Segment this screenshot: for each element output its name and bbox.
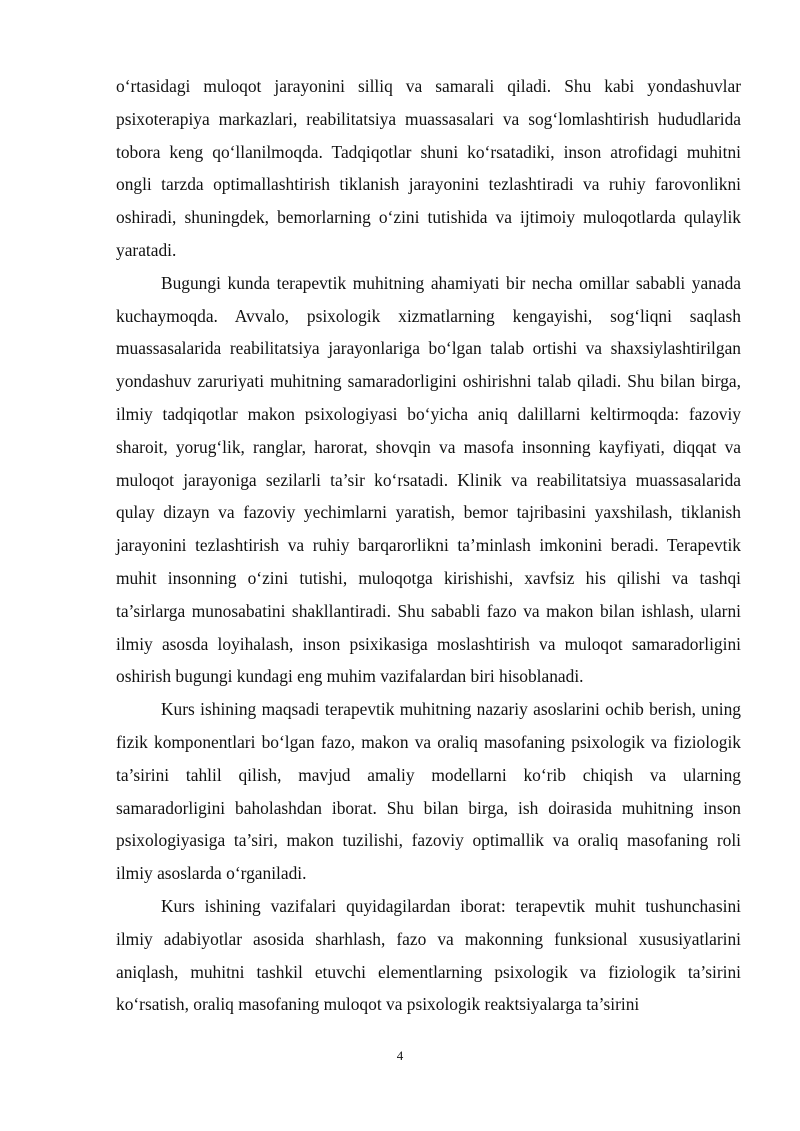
- body-paragraph-1: o‘rtasidagi muloqot jarayonini silliq va samarali qiladi. Shu kabi yondashuvlar psixoterapiya markazlari, reabilitatsiya muassasalari va sog‘lomlashtirish hududlarida tobora keng qo‘llanilmoqda. Tadqiqotlar shuni ko‘rsatadiki, inson atrofidagi muhitni ongli tarzda optimallashtirish tiklanish jarayonini tezlashtiradi va ruhiy farovonlikni oshiradi, shuningdek, bemorlarning o‘zini tutishida va ijtimoiy muloqotlarda qulaylik yaratadi.: [116, 76, 741, 260]
- body-paragraph-4: Kurs ishining vazifalari quyidagilardan iborat: terapevtik muhit tushunchasini ilmiy adabiyotlar asosida sharhlash, fazo va makonning funksional xususiyatlarini aniqlash, muhitni tashkil etuvchi elementlarning psixologik va fiziologik ta’sirini ko‘rsatish, oraliq masofaning muloqot va psixologik reaktsiyalarga ta’sirini: [116, 895, 741, 1015]
- body-paragraph-2: Bugungi kunda terapevtik muhitning ahamiyati bir necha omillar sababli yanada kuchaymoqda. Avvalo, psixologik xizmatlarning kengayishi, sog‘liqni saqlash muassasalarida reabilitatsiya jarayonlariga bo‘lgan talab ortishi va shaxsiylashtirilgan yondashuv zaruriyati muhitning samaradorligini oshirishni talab qiladi. Shu bilan birga, ilmiy tadqiqotlar makon psixologiyasi bo‘yicha aniq dalillarni keltirmoqda: fazoviy sharoit, yorug‘lik, ranglar, harorat, shovqin va masofa insonning kayfiyati, diqqat va muloqot jarayoniga sezilarli ta’sir ko‘rsatadi. Klinik va reabilitatsiya muassasalarida qulay dizayn va fazoviy yechimlarni yaratish, bemor tajribasini yaxshilash, tiklanish jarayonini tezlashtirish va ruhiy barqarorlikni ta’minlash imkonini beradi. Terapevtik muhit insonning o‘zini tutishi, muloqotga kirishishi, xavfsiz his qilishi va tashqi ta’sirlarga munosabatini shakllantiradi. Shu sababli fazo va makon bilan ishlash, ularni ilmiy asosda loyihalash, inson psixikasiga moslashtirish va muloqot samaradorligini oshirish bugungi kundagi eng muhim vazifalardan biri hisoblanadi.: [116, 272, 741, 687]
- page-number: 4: [396, 1048, 404, 1063]
- document-page: [116, 70, 741, 1060]
- body-paragraph-3: Kurs ishining maqsadi terapevtik muhitning nazariy asoslarini ochib berish, uning fizik komponentlari bo‘lgan fazo, makon va oraliq masofaning psixologik va fiziologik ta’sirini tahlil qilish, mavjud amaliy modellarni ko‘rib chiqish va ularning samaradorligini baholashdan iborat. Shu bilan birga, ish doirasida muhitning inson psixologiyasiga ta’siri, makon tuzilishi, fazoviy optimallik va oraliq masofaning roli ilmiy asoslarda o‘rganiladi.: [116, 699, 741, 884]
